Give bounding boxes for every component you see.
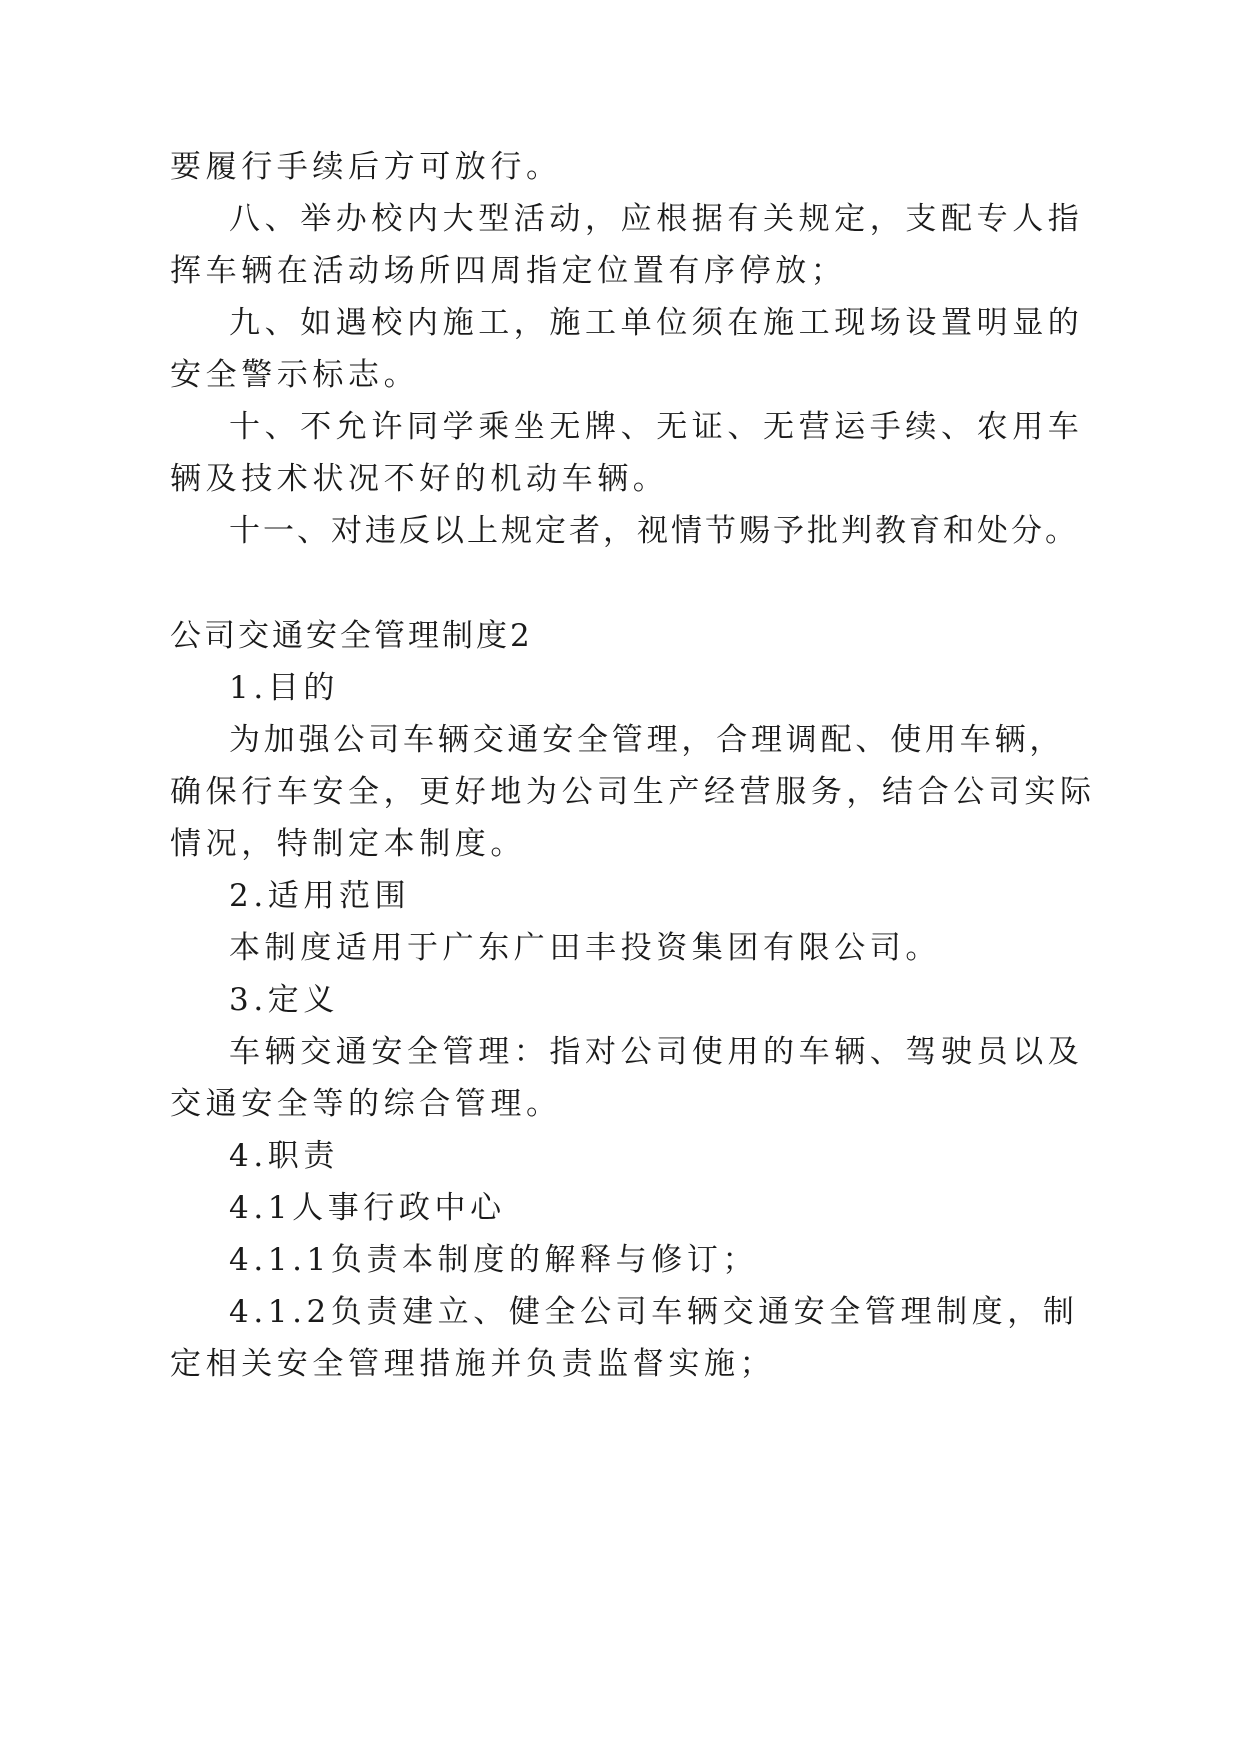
text-line: 4.职责 (229, 1138, 339, 1174)
text-line: 挥车辆在活动场所四周指定位置有序停放； (170, 253, 847, 289)
text-line: 八、举办校内大型活动，应根据有关规定，支配专人指 (229, 201, 1084, 237)
text-line: 4.1.2负责建立、健全公司车辆交通安全管理制度，制 (229, 1294, 1079, 1330)
text-line: 情况，特制定本制度。 (170, 826, 526, 862)
text-line: 为加强公司车辆交通安全管理，合理调配、使用车辆， (229, 722, 1065, 758)
text-line: 九、如遇校内施工，施工单位须在施工现场设置明显的 (229, 305, 1084, 341)
text-line: 2.适用范围 (229, 878, 411, 914)
text-line: 3.定义 (229, 982, 339, 1018)
text-line: 本制度适用于广东广田丰投资集团有限公司。 (229, 930, 941, 966)
section-heading: 公司交通安全管理制度2 (170, 618, 533, 654)
text-line: 4.1.1负责本制度的解释与修订； (229, 1242, 759, 1278)
text-line: 4.1人事行政中心 (229, 1190, 506, 1226)
text-line: 要履行手续后方可放行。 (170, 149, 562, 185)
text-line: 定相关安全管理措施并负责监督实施； (170, 1346, 776, 1382)
text-line: 十、不允许同学乘坐无牌、无证、无营运手续、农用车 (229, 409, 1084, 445)
text-line: 十一、对违反以上规定者，视情节赐予批判教育和处分。 (229, 513, 1079, 549)
text-line: 确保行车安全，更好地为公司生产经营服务，结合公司实际 (170, 774, 1096, 810)
text-line: 辆及技术状况不好的机动车辆。 (170, 461, 669, 497)
text-line: 安全警示标志。 (170, 357, 420, 393)
text-line: 车辆交通安全管理：指对公司使用的车辆、驾驶员以及 (229, 1034, 1084, 1070)
text-line: 交通安全等的综合管理。 (170, 1086, 562, 1122)
text-line: 1.目的 (229, 670, 339, 706)
